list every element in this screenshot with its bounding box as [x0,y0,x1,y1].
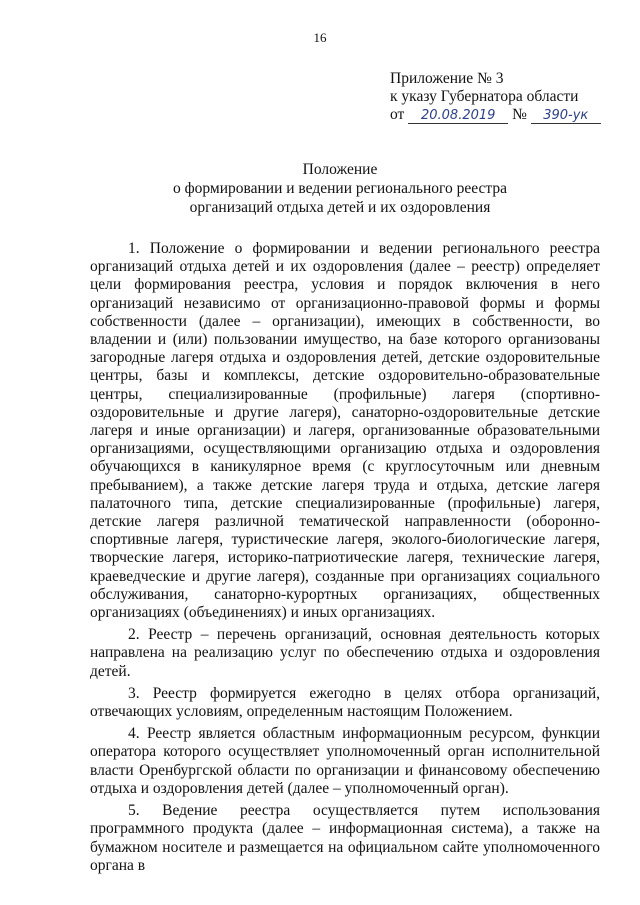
handwritten-number: 390-ук [531,109,601,124]
handwritten-date: 20.08.2019 [408,109,508,124]
number-label: № [512,106,527,123]
appendix-date-line [390,106,630,124]
from-label: от [390,106,405,123]
appendix-header [390,70,630,124]
document-title [80,160,600,217]
title-line-1: Положение [302,161,378,178]
appendix-decree-ref: к указу Губернатора области [390,88,579,105]
paragraph-5: 5. Ведение реестра осуществляется путем использования программного продукта (далее – информационная система), а также на бумажном носителе и размещается на официальном сайте уполномоченного органа в [90,802,600,874]
title-line-2: о формировании и ведении регионального реестра [172,180,508,197]
paragraph-2: 2. Реестр – перечень организаций, основная деятельность которых направлена на реализацию услуг по обеспечению отдыха и оздоровления детей. [90,626,600,680]
document-body [90,240,600,879]
title-line-3: организаций отдыха детей и их оздоровления [189,199,491,216]
paragraph-3: 3. Реестр формируется ежегодно в целях отбора организаций, отвечающих условиям, определенным настоящим Положением. [90,684,600,721]
page-number: 16 [313,30,327,45]
paragraph-1: 1. Положение о формировании и ведении регионального реестра организаций отдыха детей и их оздоровления (далее – реестр) определяет цели формирования реестра, условия и порядок включения в него организаций независимо от организационно-правовой формы и формы собственности (далее – организации), имеющих в собственности, во владении и (или) пользовании имущество, на базе которого организованы загородные лагеря отдыха и оздоровления детей, детские оздоровительные центры, базы и комплексы, детские оздоровительно-образовательные центры, специализированные (профильные) лагеря (спортивно-оздоровительные и другие лагеря), санаторно-оздоровительные детские лагеря и иные организации) и лагеря, организованные образовательными организациями, осуществляющими организацию отдыха и оздоровления обучающихся в каникулярное время (с круглосуточным или дневным пребыванием), а также детские лагеря труда и отдыха, детские лагеря палаточного типа, детские специализированные (профильные) лагеря, детские лагеря различной тематической направленности (оборонно-спортивные лагеря, туристические лагеря, эколого-биологические лагеря, творческие лагеря, историко-патриотические лагеря, технические лагеря, краеведческие и другие лагеря), созданные при организациях социального обслуживания, санаторно-курортных организациях, общественных организациях (объединениях) и иных организациях. [90,240,600,622]
appendix-title: Приложение № 3 [390,70,504,87]
paragraph-4: 4. Реестр является областным информационным ресурсом, функции оператора которого осуществляет уполномоченный орган исполнительной власти Оренбургской области по организации и финансовому обеспечению отдыха и оздоровления детей (далее – уполномоченный орган). [90,725,600,797]
